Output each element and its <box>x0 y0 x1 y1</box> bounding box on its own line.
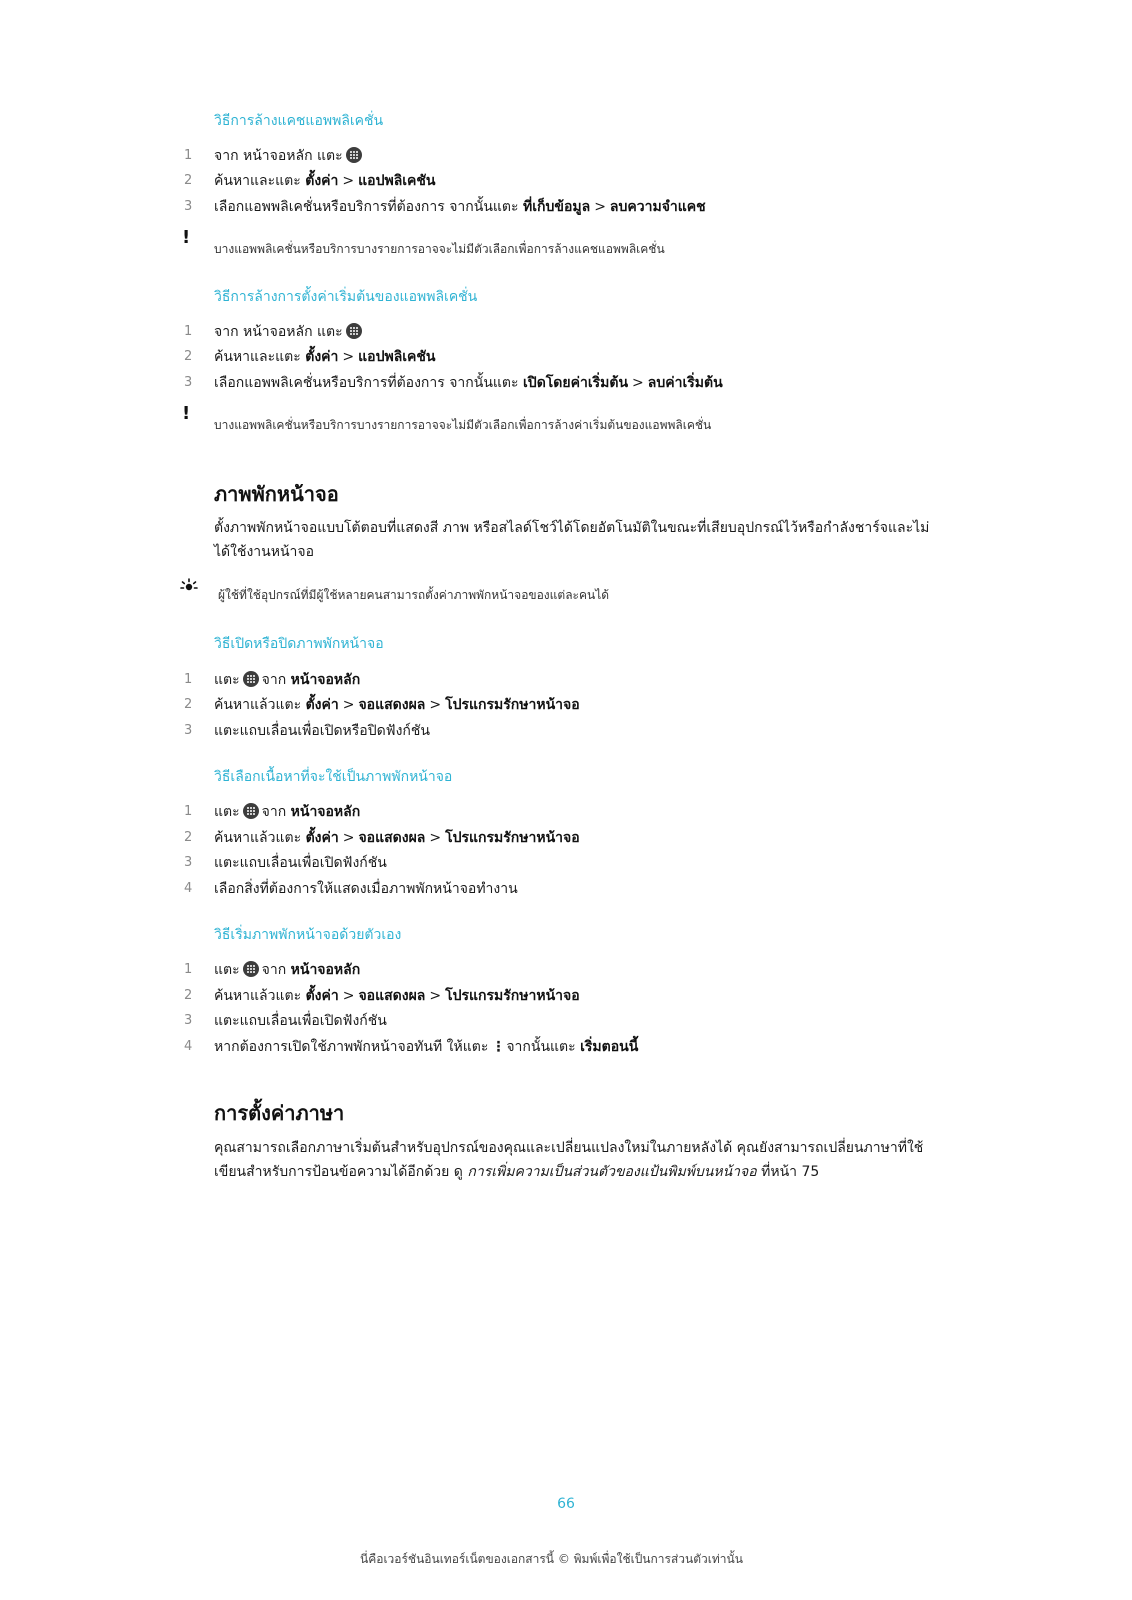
subheading-clear-defaults: วิธีการล้างการตั้งค่าเริ่มต้นของแอพพลิเคชั่น <box>214 289 478 305</box>
apps-icon <box>346 323 362 339</box>
step-number: 1 <box>184 672 193 687</box>
lightbulb-tip-icon <box>180 578 198 596</box>
apps-icon <box>346 147 362 163</box>
separator: > <box>342 830 355 846</box>
menu-start-now: เริ่มตอนนี้ <box>580 1039 639 1055</box>
step-number: 3 <box>184 1013 193 1028</box>
menu-clear-cache: ลบความจำแคช <box>609 199 706 215</box>
menu-settings: ตั้งค่า <box>305 988 339 1004</box>
apps-icon <box>243 671 259 687</box>
separator: > <box>429 988 442 1004</box>
menu-storage: ที่เก็บข้อมูล <box>523 199 591 215</box>
tip-text: ผู้ใช้ที่ใช้อุปกรณ์ที่มีผู้ใช้หลายคนสามารถตั้งค่าภาพพักหน้าจอของแต่ละคนได้ <box>218 588 610 602</box>
paragraph-text: คุณสามารถเลือกภาษาเริ่มต้นสำหรับอุปกรณ์ของคุณและเปลี่ยนแปลงใหม่ในภายหลังได้ คุณยังสามารถเปลี่ยนภาษาที่ใช้เขียนสำหรับการป้อนข้อความได้อีกด้วย ดู <box>214 1140 924 1180</box>
warning-icon: ! <box>182 227 191 248</box>
menu-display: จอแสดงผล <box>358 988 426 1004</box>
menu-settings: ตั้งค่า <box>305 830 339 846</box>
step-text: เลือกสิ่งที่ต้องการให้แสดงเมื่อภาพพักหน้าจอทำงาน <box>214 881 518 897</box>
note-text: บางแอพพลิเคชั่นหรือบริการบางรายการอาจจะไม่มีตัวเลือกเพื่อการล้างค่าเริ่มต้นของแอพพลิเคชั่น <box>214 418 712 432</box>
step-text: แตะ <box>214 962 240 978</box>
page-number: 66 <box>557 1496 575 1512</box>
step-text: ค้นหาแล้วแตะ <box>214 988 302 1004</box>
step-text: แตะแถบเลื่อนเพื่อเปิดฟังก์ชัน <box>214 1013 387 1029</box>
step-text: เลือกแอพพลิเคชั่นหรือบริการที่ต้องการ จากนั้นแตะ <box>214 375 519 391</box>
step-number: 2 <box>184 830 193 845</box>
separator: > <box>429 697 442 713</box>
cross-reference-link[interactable]: การเพิ่มความเป็นส่วนตัวของแป้นพิมพ์บนหน้าจอ <box>467 1164 757 1180</box>
paragraph-text: ที่หน้า 75 <box>761 1164 820 1180</box>
subheading-clear-cache: วิธีการล้างแคชแอพพลิเคชั่น <box>214 113 384 129</box>
step-number: 3 <box>184 199 193 214</box>
subheading-toggle-screensaver: วิธีเปิดหรือปิดภาพพักหน้าจอ <box>214 636 384 652</box>
step-text: จาก <box>261 672 287 688</box>
menu-screen-saver: โปรแกรมรักษาหน้าจอ <box>445 988 580 1004</box>
menu-home-screen: หน้าจอหลัก <box>290 962 361 978</box>
step-text: แตะ <box>214 804 240 820</box>
step-number: 1 <box>184 148 193 163</box>
subheading-select-content: วิธีเลือกเนื้อหาที่จะใช้เป็นภาพพักหน้าจอ <box>214 769 453 785</box>
menu-home-screen: หน้าจอหลัก <box>290 672 361 688</box>
separator: > <box>342 349 355 365</box>
menu-display: จอแสดงผล <box>358 697 426 713</box>
more-options-icon: ⋮ <box>491 1039 506 1055</box>
step-text: จาก หน้าจอหลัก แตะ <box>214 148 343 164</box>
menu-screen-saver: โปรแกรมรักษาหน้าจอ <box>445 830 580 846</box>
step-text: หากต้องการเปิดใช้ภาพพักหน้าจอทันที ให้แตะ <box>214 1039 489 1055</box>
step-text: แตะแถบเลื่อนเพื่อเปิดหรือปิดฟังก์ชัน <box>214 723 430 739</box>
separator: > <box>594 199 606 215</box>
step-text: ค้นหาและแตะ <box>214 173 301 189</box>
step-text: แตะ <box>214 672 240 688</box>
step-text: เลือกแอพพลิเคชั่นหรือบริการที่ต้องการ จากนั้นแตะ <box>214 199 519 215</box>
menu-open-by-default: เปิดโดยค่าเริ่มต้น <box>523 375 629 391</box>
menu-settings: ตั้งค่า <box>305 697 339 713</box>
note-text: บางแอพพลิเคชั่นหรือบริการบางรายการอาจจะไม่มีตัวเลือกเพื่อการล้างแคชแอพพลิเคชั่น <box>214 242 665 256</box>
step-text: จากนั้นแตะ <box>506 1039 576 1055</box>
step-number: 2 <box>184 173 193 188</box>
step-number: 4 <box>184 881 193 896</box>
separator: > <box>632 375 644 391</box>
paragraph-screensaver: ตั้งภาพพักหน้าจอแบบโต้ตอบที่แสดงสี ภาพ หรือสไลด์โชว์ได้โดยอัตโนมัติในขณะที่เสียบอุปกรณ์ไว้หรือกำลังชาร์จและไม่ได้ใช้งานหน้าจอ <box>214 520 930 560</box>
menu-settings: ตั้งค่า <box>305 349 339 365</box>
warning-icon: ! <box>182 403 191 424</box>
step-number: 1 <box>184 324 193 339</box>
paragraph-language <box>214 1136 934 1184</box>
menu-apps: แอปพลิเคชัน <box>358 349 436 365</box>
step-text: จาก <box>261 804 287 820</box>
heading-screensaver: ภาพพักหน้าจอ <box>214 482 339 506</box>
step-number: 3 <box>184 375 193 390</box>
step-text: จาก <box>261 962 287 978</box>
separator: > <box>342 697 355 713</box>
step-text: จาก หน้าจอหลัก แตะ <box>214 324 343 340</box>
menu-apps: แอปพลิเคชัน <box>358 173 436 189</box>
footer-notice: นี่คือเวอร์ชันอินเทอร์เน็ตของเอกสารนี้ © พิมพ์เพื่อใช้เป็นการส่วนตัวเท่านั้น <box>360 1552 743 1566</box>
separator: > <box>342 173 355 189</box>
step-number: 2 <box>184 697 193 712</box>
subheading-start-manually: วิธีเริ่มภาพพักหน้าจอด้วยตัวเอง <box>214 927 402 943</box>
step-text: ค้นหาและแตะ <box>214 349 301 365</box>
step-number: 3 <box>184 723 193 738</box>
menu-home-screen: หน้าจอหลัก <box>290 804 361 820</box>
step-text: ค้นหาแล้วแตะ <box>214 830 302 846</box>
apps-icon <box>243 803 259 819</box>
step-number: 2 <box>184 988 193 1003</box>
step-number: 3 <box>184 855 193 870</box>
separator: > <box>429 830 442 846</box>
menu-display: จอแสดงผล <box>358 830 426 846</box>
menu-clear-defaults: ลบค่าเริ่มต้น <box>647 375 723 391</box>
apps-icon <box>243 961 259 977</box>
step-number: 2 <box>184 349 193 364</box>
separator: > <box>342 988 355 1004</box>
step-number: 4 <box>184 1039 193 1054</box>
heading-language-settings: การตั้งค่าภาษา <box>214 1101 345 1125</box>
step-number: 1 <box>184 804 193 819</box>
menu-screen-saver: โปรแกรมรักษาหน้าจอ <box>445 697 580 713</box>
step-text: แตะแถบเลื่อนเพื่อเปิดฟังก์ชัน <box>214 855 387 871</box>
step-text: ค้นหาแล้วแตะ <box>214 697 302 713</box>
step-number: 1 <box>184 962 193 977</box>
menu-settings: ตั้งค่า <box>305 173 339 189</box>
